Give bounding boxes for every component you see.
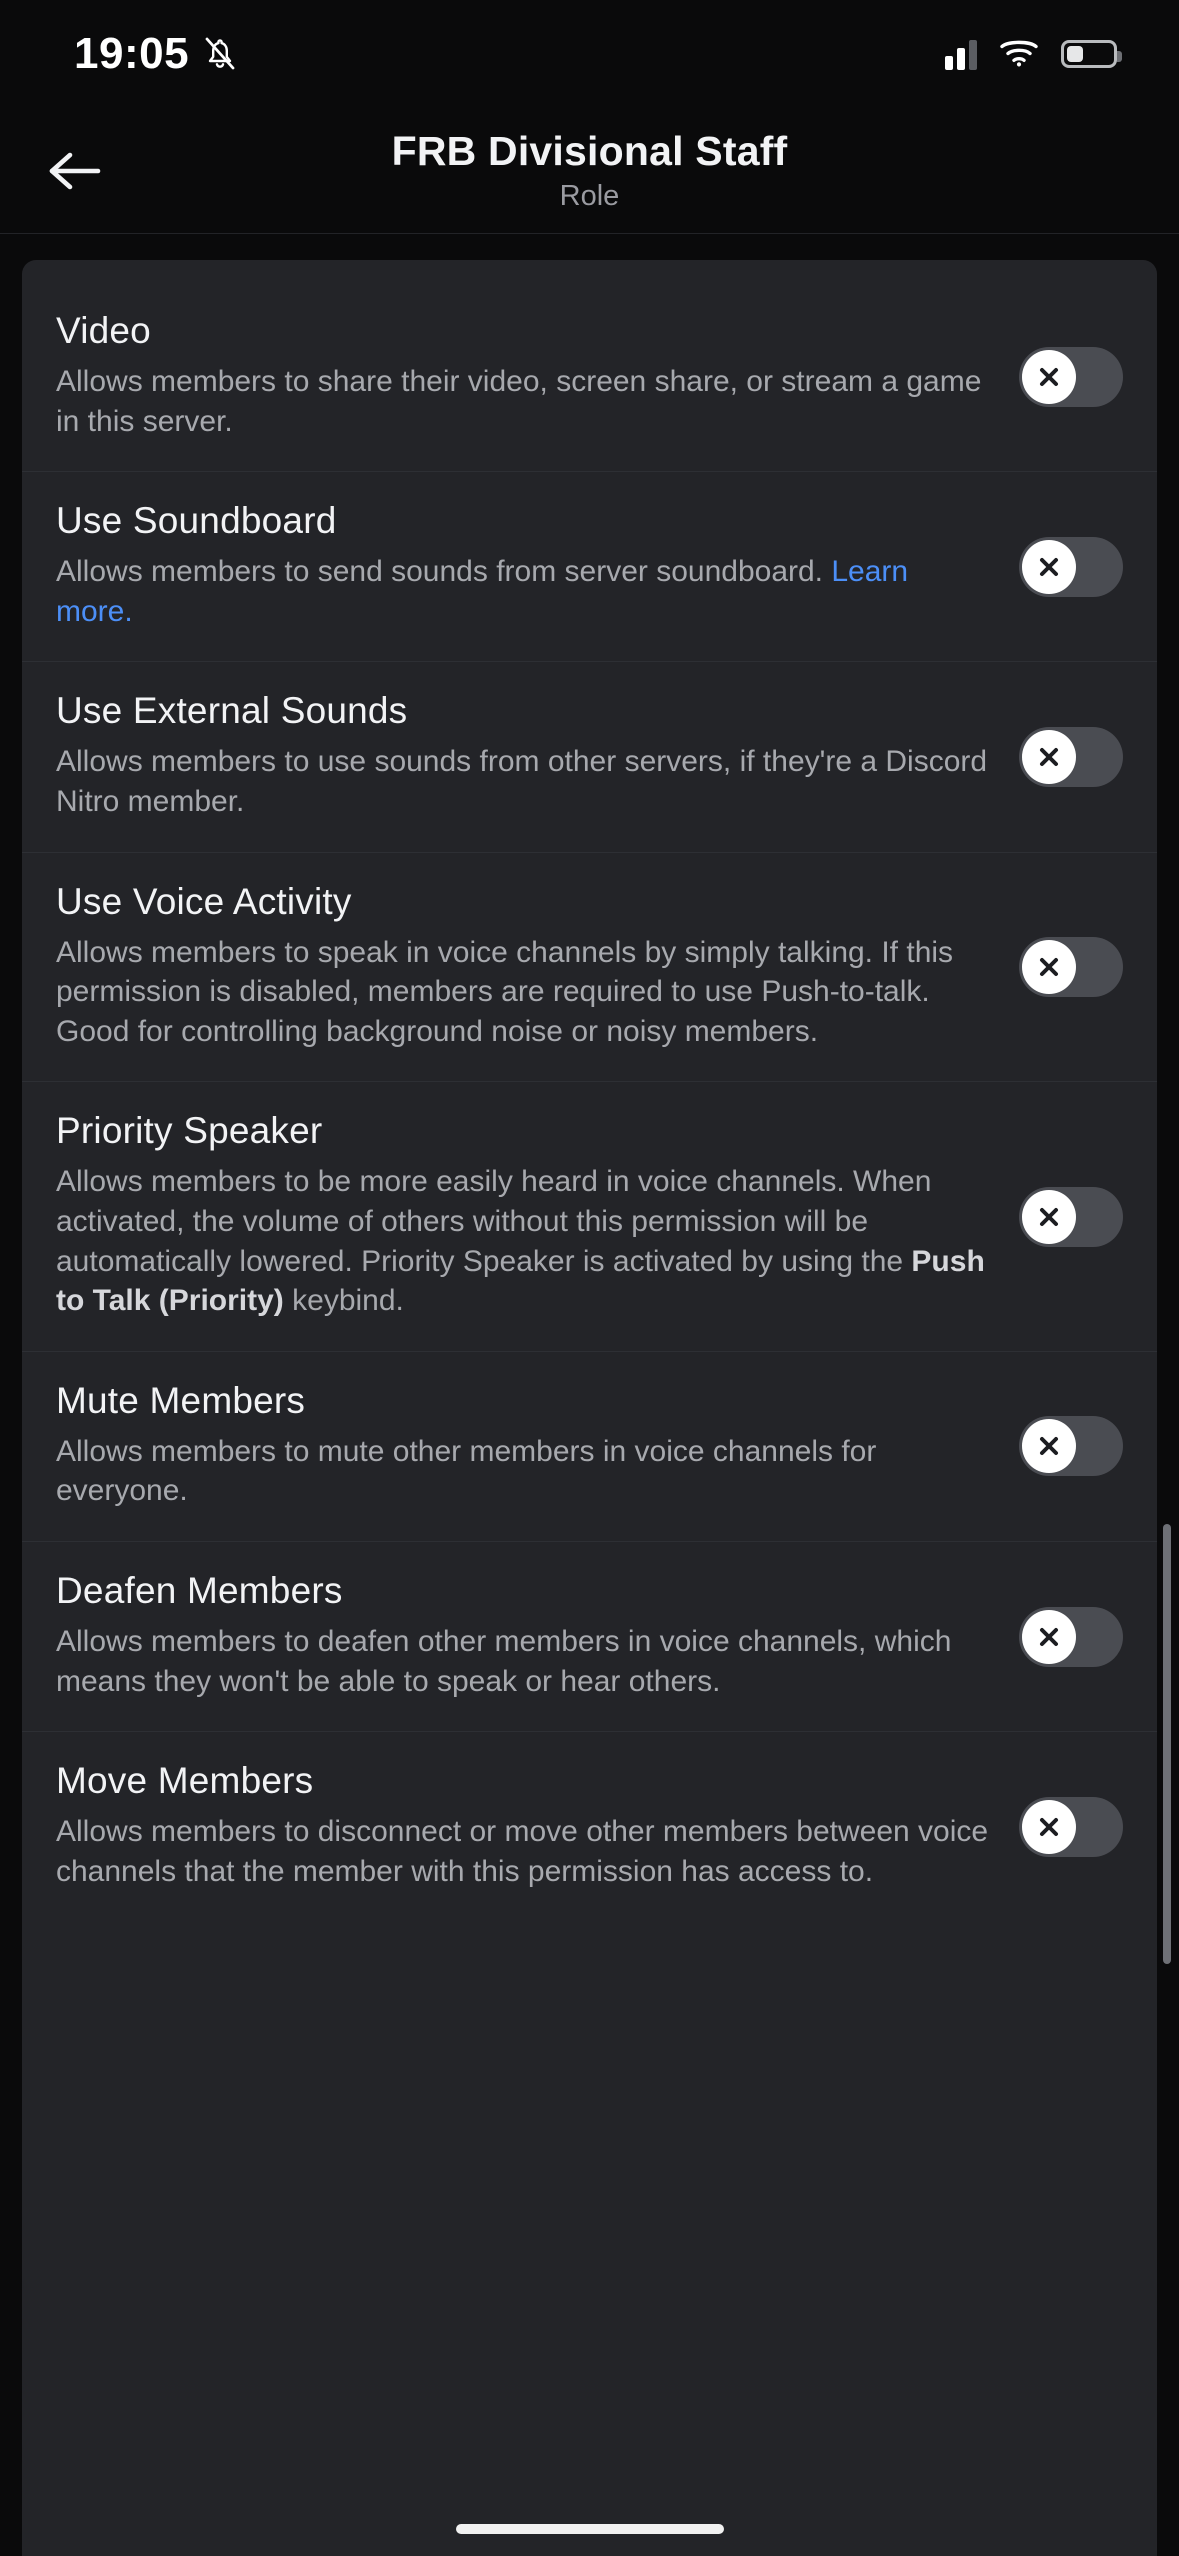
permission-row bbox=[22, 1351, 1157, 1541]
card-top-spacer bbox=[22, 260, 1157, 282]
permissions-list bbox=[22, 282, 1157, 1921]
permission-toggle[interactable] bbox=[1019, 727, 1123, 787]
page-title: FRB Divisional Staff bbox=[391, 128, 788, 175]
close-x-icon bbox=[1022, 1610, 1076, 1664]
permission-toggle-wrap bbox=[1019, 725, 1123, 787]
permission-text bbox=[56, 500, 1019, 631]
header-titles bbox=[0, 128, 1179, 212]
permission-title: Move Members bbox=[56, 1760, 314, 1802]
permission-row bbox=[22, 471, 1157, 661]
permission-text bbox=[56, 1760, 1019, 1891]
permission-toggle[interactable] bbox=[1019, 937, 1123, 997]
close-x-icon bbox=[1022, 1190, 1076, 1244]
permission-title: Priority Speaker bbox=[56, 1110, 323, 1152]
close-x-icon bbox=[1022, 540, 1076, 594]
permission-row bbox=[22, 1541, 1157, 1731]
permission-title: Use External Sounds bbox=[56, 690, 408, 732]
permission-text bbox=[56, 310, 1019, 441]
permissions-card bbox=[22, 260, 1157, 2556]
learn-more-link[interactable]: Learn more. bbox=[56, 555, 909, 628]
permission-toggle-wrap bbox=[1019, 535, 1123, 597]
permission-description: Allows members to disconnect or move other members between voice channels that the member with this permission has access to. bbox=[56, 1815, 989, 1888]
permission-title: Use Voice Activity bbox=[56, 880, 352, 922]
permission-text bbox=[56, 1570, 1019, 1701]
permission-toggle[interactable] bbox=[1019, 1416, 1123, 1476]
permission-toggle[interactable] bbox=[1019, 1607, 1123, 1667]
permission-toggle-wrap bbox=[1019, 1795, 1123, 1857]
cellular-signal-icon bbox=[945, 38, 977, 70]
permission-title: Mute Members bbox=[56, 1379, 306, 1421]
permission-toggle[interactable] bbox=[1019, 537, 1123, 597]
status-bar-clock: 19:05 bbox=[74, 29, 190, 78]
status-bar-right bbox=[945, 37, 1117, 72]
permission-title: Use Soundboard bbox=[56, 500, 337, 542]
permission-text bbox=[56, 881, 1019, 1052]
close-x-icon bbox=[1022, 730, 1076, 784]
permission-row bbox=[22, 1731, 1157, 1921]
permission-description: Allows members to be more easily heard in voice channels. When activated, the volume of others without this permission will be automatically lowered. Priority Speaker is activated by using the Push to Talk (Priority) keybind. bbox=[56, 1165, 985, 1318]
permissions-scroll-area[interactable] bbox=[0, 234, 1179, 2556]
permission-row bbox=[22, 661, 1157, 851]
permission-toggle-wrap bbox=[1019, 1414, 1123, 1476]
permission-toggle-wrap bbox=[1019, 1605, 1123, 1667]
permission-description: Allows members to speak in voice channels by simply talking. If this permission is disabled, members are required to use Push-to-talk. Good for controlling background noise or noisy members. bbox=[56, 935, 954, 1048]
permission-description: Allows members to use sounds from other servers, if they're a Discord Nitro member. bbox=[56, 745, 988, 818]
bell-muted-icon bbox=[203, 35, 237, 73]
wifi-icon bbox=[999, 37, 1039, 72]
page-subtitle: Role bbox=[559, 179, 620, 212]
close-x-icon bbox=[1022, 350, 1076, 404]
permission-description: Allows members to send sounds from server soundboard. Learn more. bbox=[56, 555, 909, 628]
permission-toggle[interactable] bbox=[1019, 347, 1123, 407]
permission-toggle[interactable] bbox=[1019, 1797, 1123, 1857]
page-header bbox=[0, 108, 1179, 234]
permission-text bbox=[56, 690, 1019, 821]
permission-toggle-wrap bbox=[1019, 1185, 1123, 1247]
status-bar-left bbox=[74, 29, 237, 79]
battery-low-icon bbox=[1061, 40, 1117, 68]
permission-title: Video bbox=[56, 310, 151, 351]
permission-text bbox=[56, 1380, 1019, 1511]
permission-description: Allows members to mute other members in voice channels for everyone. bbox=[56, 1434, 877, 1508]
permission-toggle-wrap bbox=[1019, 345, 1123, 407]
close-x-icon bbox=[1022, 1800, 1076, 1854]
permission-row bbox=[22, 1081, 1157, 1350]
close-x-icon bbox=[1022, 1419, 1076, 1473]
close-x-icon bbox=[1022, 940, 1076, 994]
permission-title: Deafen Members bbox=[56, 1569, 343, 1611]
home-indicator bbox=[456, 2524, 724, 2534]
permission-description: Allows members to deafen other members in voice channels, which means they won't be able to speak or hear others. bbox=[56, 1624, 952, 1698]
permission-toggle-wrap bbox=[1019, 935, 1123, 997]
vertical-scrollbar[interactable] bbox=[1163, 1524, 1171, 1964]
permission-toggle[interactable] bbox=[1019, 1187, 1123, 1247]
permission-row bbox=[22, 282, 1157, 471]
permission-text bbox=[56, 1110, 1019, 1320]
permission-row bbox=[22, 852, 1157, 1082]
back-button[interactable] bbox=[38, 135, 110, 207]
permission-description: Allows members to share their video, screen share, or stream a game in this server. bbox=[56, 365, 982, 438]
status-bar bbox=[0, 0, 1179, 108]
arrow-left-icon bbox=[46, 150, 102, 192]
